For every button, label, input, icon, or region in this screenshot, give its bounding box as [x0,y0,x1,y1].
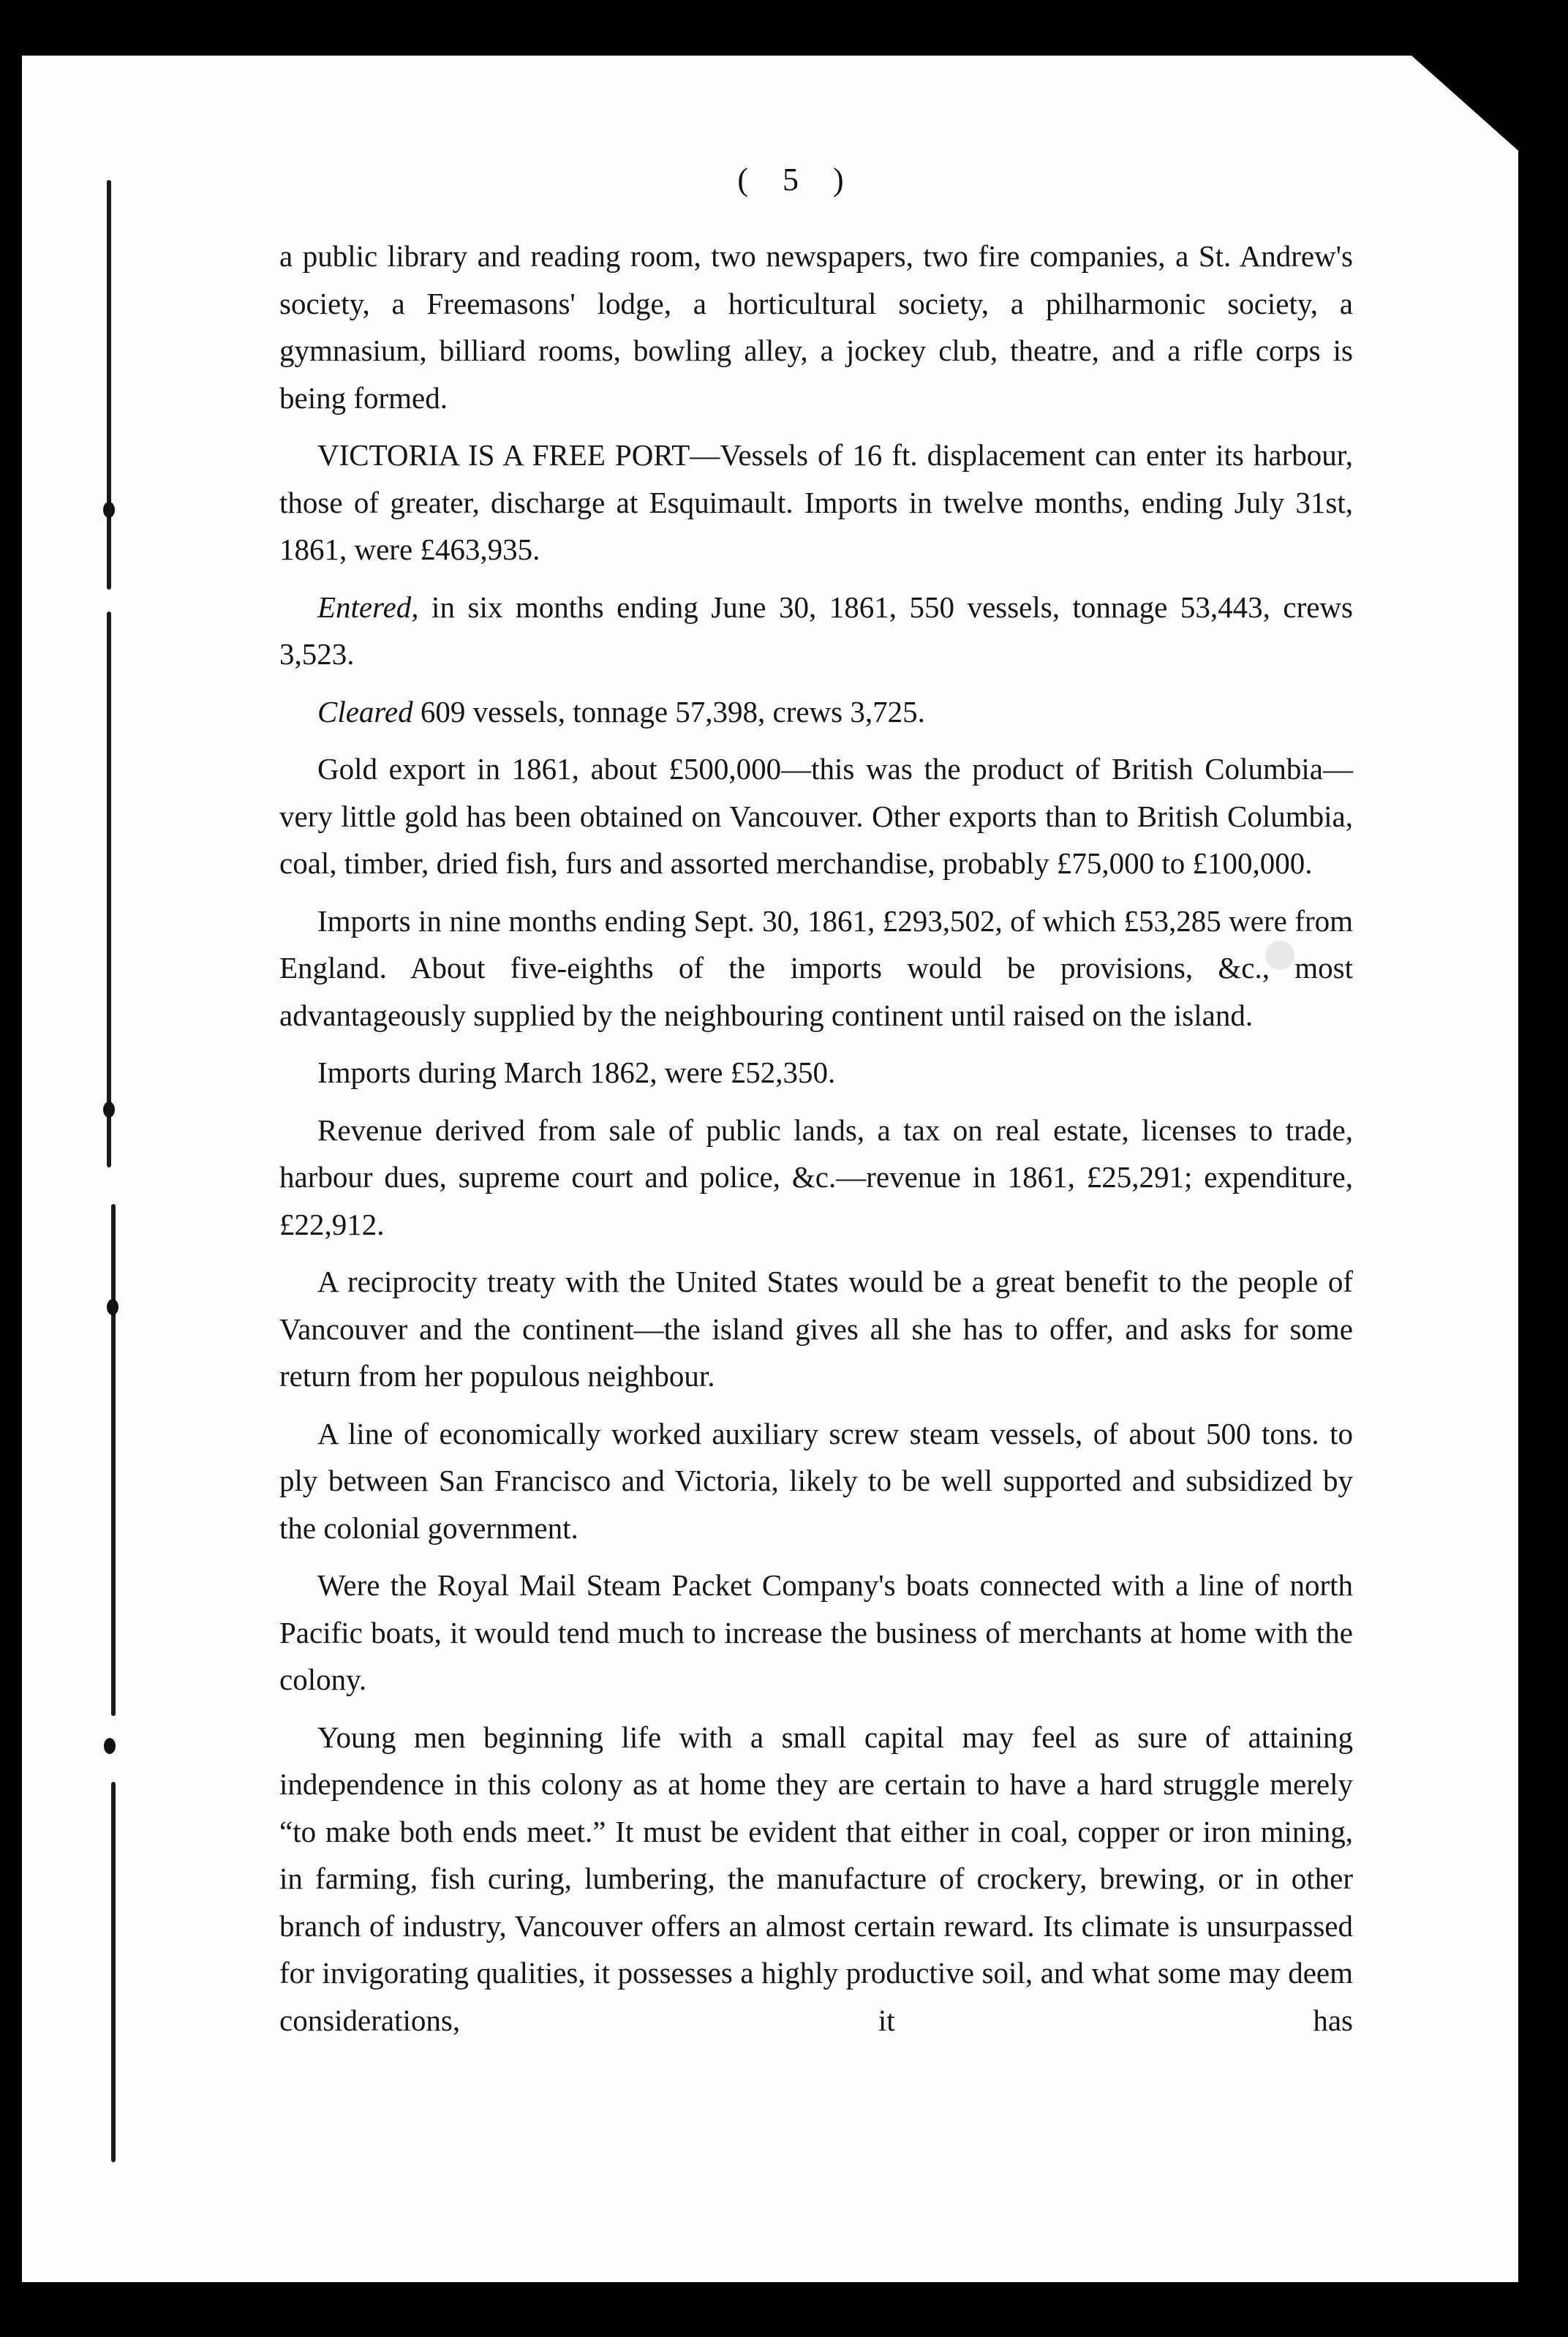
paragraph-text: in six months ending June 30, 1861, 550 vessels, tonnage 53,443, crews 3,523. [279,590,1353,671]
paragraph: A reciprocity treaty with the United States would be a great benefit to the people of Vancouver and the continent—the island gives all she has to offer, and asks for some return from her populous neighbour. [279,1265,1353,1393]
paragraph: Revenue derived from sale of public lands, a tax on real estate, licenses to trade, harbour dues, supreme court and police, &c.—revenue in 1861, £25,291; expenditure, £22,912. [279,1113,1353,1241]
binding-mark [104,1738,116,1754]
paragraph: Were the Royal Mail Steam Packet Company's boats connected with a line of north Pacific boats, it would tend much to increase the business of merchants at home with the colony. [279,1568,1353,1696]
body-text [279,233,1353,2054]
paragraph: Gold export in 1861, about £500,000—this was the product of British Columbia—very little gold has been obtained on Vancouver. Other exports than to British Columbia, coal, timber, dried fish, furs and assorted merchandise, probably £75,000 to £100,000. [279,752,1353,880]
paragraph: Imports in nine months ending Sept. 30, 1861, £293,502, of which £53,285 were from England. About five-eighths of the imports would be provisions, &c., most advantageously supplied by the neighbouring continent until raised on the island. [279,903,1353,1032]
binding-mark [107,180,111,590]
paragraph: Imports during March 1862, were £52,350. [317,1055,836,1089]
paragraph [279,584,1353,678]
page-number: ( 5 ) [737,162,857,197]
paragraph: a public library and reading room, two newspapers, two fire companies, a St. Andrew's society, a Freemasons' lodge, a horticultural society, a philharmonic society, a gymnasium, billiard rooms, bowling alley, a jockey club, theatre, and a rifle corps is being formed. [279,239,1353,415]
paragraph-lead: Entered, [317,590,419,624]
binding-mark [103,1102,115,1118]
paragraph [279,688,1353,736]
paragraph: Young men beginning life with a small capital may feel as sure of attaining independence in this colony as at home they are certain to have a hard struggle merely “to make both ends meet.” It must be evident that either in coal, copper or iron mining, in farming, fish curing, lumbering, the manufacture of crockery, brewing, or in other branch of industry, Vancouver offers an almost certain reward. Its climate is unsurpassed for invigorating qualities, it possesses a highly productive soil, and what some may deem considerations, it has [279,1720,1353,2037]
binding-mark [107,611,111,1167]
paragraph: A line of economically worked auxiliary screw steam vessels, of about 500 tons. to ply between San Francisco and Victoria, likely to be well supported and subsidized by the colonial government. [279,1416,1353,1545]
paragraph-lead: Cleared [317,694,413,729]
binding-mark [107,1299,118,1315]
binding-mark [111,1782,116,2162]
paragraph: VICTORIA IS A FREE PORT—Vessels of 16 ft. displacement can enter its harbour, those of greater, discharge at Esquimault. Imports in twelve months, ending July 31st, 1861, were £463,935. [279,438,1353,566]
paragraph-text: 609 vessels, tonnage 57,398, crews 3,725. [412,694,925,729]
binding-mark [103,502,115,518]
binding-mark [111,1204,116,1716]
